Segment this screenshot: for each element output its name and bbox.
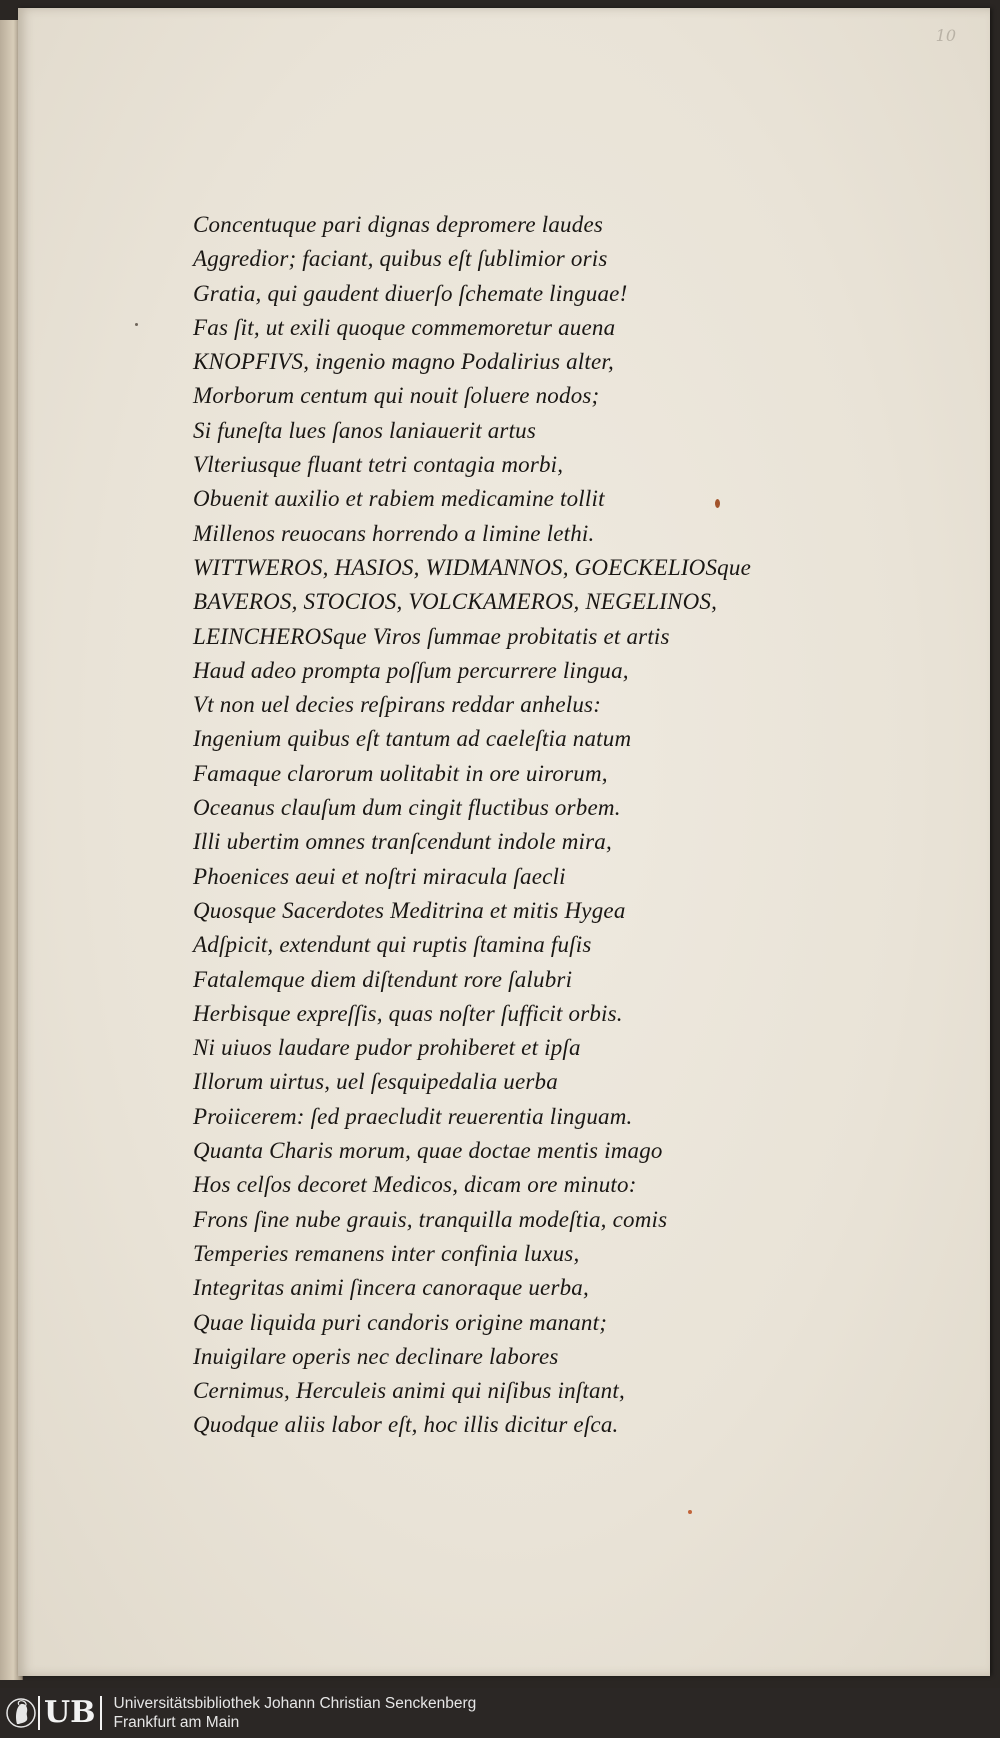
poem-line: Hos celſos decoret Medicos, dicam ore minuto: bbox=[193, 1172, 637, 1198]
poem-line: Ni uiuos laudare pudor prohiberet et ipſa bbox=[193, 1035, 581, 1061]
poem-line: Vlteriusque fluant tetri contagia morbi, bbox=[193, 452, 564, 478]
poem-line: Herbisque expreſſis, quas noſter ſufficit orbis. bbox=[193, 1000, 623, 1026]
library-footer bbox=[0, 1688, 1000, 1738]
poem-line: Illorum uirtus, uel ſesquipedalia uerba bbox=[193, 1069, 558, 1095]
library-credit bbox=[114, 1694, 477, 1732]
poem-line: Temperies remanens inter confinia luxus, bbox=[193, 1240, 580, 1266]
poem-line: Adſpicit, extendunt qui ruptis ſtamina fuſis bbox=[193, 932, 592, 958]
poem-line: Fatalemque diem diſtendunt rore ſalubri bbox=[193, 966, 573, 992]
library-name: Universitätsbibliothek Johann Christian Senckenberg bbox=[113, 1695, 477, 1712]
ub-logo[interactable] bbox=[6, 1692, 102, 1734]
ink-mark bbox=[688, 1510, 692, 1514]
poem-line: Phoenices aeui et noſtri miracula ſaecli bbox=[193, 863, 566, 889]
poem-line: Inuigilare operis nec declinare labores bbox=[193, 1343, 559, 1369]
poem-line: Cernimus, Herculeis animi qui niſibus inſtant, bbox=[193, 1378, 625, 1404]
poem-line: Fas ſit, ut exili quoque commemoretur auena bbox=[193, 314, 616, 340]
poem-line: Millenos reuocans horrendo a limine lethi. bbox=[193, 520, 595, 546]
poem-line: Quanta Charis morum, quae doctae mentis imago bbox=[193, 1138, 663, 1164]
poem-line: Si funeſta lues ſanos laniauerit artus bbox=[193, 417, 537, 443]
ink-mark bbox=[715, 499, 720, 508]
poem-line: Integritas animi ſincera canoraque uerba, bbox=[193, 1275, 589, 1301]
poem-line: Concentuque pari dignas depromere laudes bbox=[193, 212, 604, 237]
book-page bbox=[18, 8, 990, 1676]
poem-line: Gratia, qui gaudent diuerſo ſchemate linguae! bbox=[193, 280, 628, 306]
poem-line: Quae liquida puri candoris origine manant; bbox=[193, 1309, 608, 1335]
poem-line: Proiicerem: ſed praecludit reuerentia linguam. bbox=[193, 1103, 633, 1129]
poem-line: BAVEROS, STOCIOS, VOLCKAMEROS, NEGELINOS, bbox=[193, 589, 718, 615]
poem-line: Famaque clarorum uolitabit in ore uirorum, bbox=[193, 760, 608, 786]
poem-line: Obuenit auxilio et rabiem medicamine tollit bbox=[193, 486, 605, 512]
poem-line: Quosque Sacerdotes Meditrina et mitis Hygea bbox=[193, 897, 626, 923]
poem-line: Haud adeo prompta poſſum percurrere lingua, bbox=[193, 657, 629, 683]
poem-text bbox=[193, 208, 833, 1443]
poem-line: Vt non uel decies reſpirans reddar anhelus: bbox=[193, 692, 602, 718]
ub-logo-text: UB bbox=[38, 1696, 102, 1730]
library-location: Frankfurt am Main bbox=[113, 1714, 240, 1731]
poem-line: Illi ubertim omnes tranſcendunt indole mira, bbox=[193, 829, 612, 855]
poem-line: KNOPFIVS, ingenio magno Podalirius alter, bbox=[193, 349, 614, 375]
folio-number: 10 bbox=[935, 26, 956, 45]
senckenberg-portrait-icon bbox=[6, 1693, 36, 1733]
poem-line: Frons ſine nube grauis, tranquilla modeſtia, comis bbox=[193, 1206, 668, 1232]
poem-line: Quodque aliis labor eſt, hoc illis dicitur eſca. bbox=[193, 1412, 619, 1438]
poem-line: Ingenium quibus eſt tantum ad caeleſtia natum bbox=[193, 726, 632, 752]
poem-line: LEINCHEROSque Viros ſummae probitatis et artis bbox=[193, 623, 670, 649]
poem-line: Aggredior; faciant, quibus eſt ſublimior oris bbox=[193, 246, 608, 272]
poem-line: Oceanus clauſum dum cingit fluctibus orbem. bbox=[193, 795, 621, 821]
poem-line: WITTWEROS, HASIOS, WIDMANNOS, GOECKELIOSque bbox=[193, 554, 751, 580]
ink-mark bbox=[135, 323, 138, 326]
poem-line: Morborum centum qui nouit ſoluere nodos; bbox=[193, 383, 600, 409]
